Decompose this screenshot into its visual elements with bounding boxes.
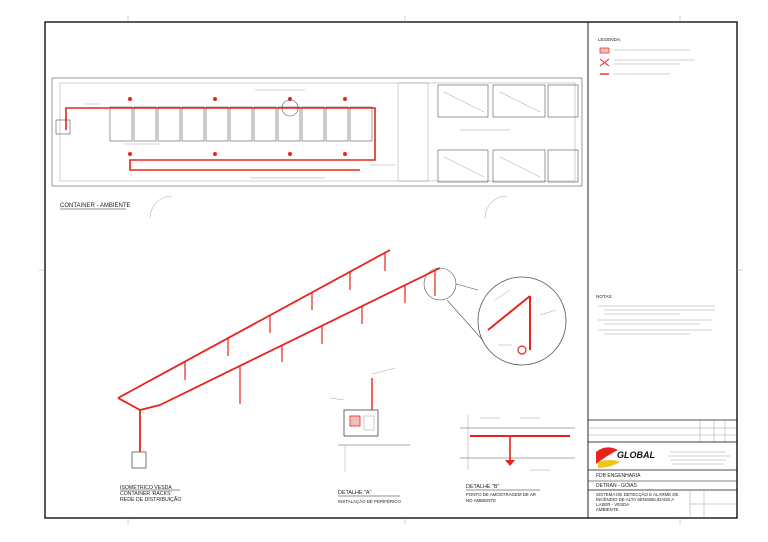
project-line-4: AMBIENTE: [596, 507, 619, 512]
client-2: DETRAN - GOIAS: [596, 483, 637, 489]
svg-text:DETALHE "B": DETALHE "B": [466, 484, 500, 490]
vesda-unit: [132, 452, 146, 468]
project-line-1: SISTEMA DE DETECÇÃO E ALARME DE: [596, 492, 679, 497]
svg-text:REDE DE DISTRIBUIÇÃO: REDE DE DISTRIBUIÇÃO: [120, 497, 182, 503]
svg-text:GLOBAL: GLOBAL: [617, 450, 655, 460]
client-1: FDB ENGENHARIA: [596, 473, 641, 479]
svg-text:INSTALAÇÃO DE PERIFÉRICO: INSTALAÇÃO DE PERIFÉRICO: [338, 499, 401, 504]
notes-title: NOTAS:: [596, 294, 613, 299]
plan-title: CONTAINER - AMBIENTE: [60, 203, 131, 209]
svg-text:ISOMÉTRICO VESDA: ISOMÉTRICO VESDA: [120, 485, 172, 491]
project-line-2: INCÊNDIO DE ALTA SENSIBILIDADE A: [596, 497, 675, 502]
svg-text:NO AMBIENTE: NO AMBIENTE: [466, 498, 497, 503]
svg-text:DETALHE "A": DETALHE "A": [338, 490, 372, 496]
legend-title: LEGENDA:: [598, 37, 622, 42]
svg-text:CONTAINER 'RACKS': CONTAINER 'RACKS': [120, 491, 172, 497]
iso-enlarged-detail: [478, 277, 566, 365]
legend-unit-symbol: [600, 48, 609, 53]
project-line-3: LASER - VESDA: [596, 502, 630, 507]
svg-text:PONTO DE AMOSTRAGEM DE AR: PONTO DE AMOSTRAGEM DE AR: [466, 492, 536, 497]
